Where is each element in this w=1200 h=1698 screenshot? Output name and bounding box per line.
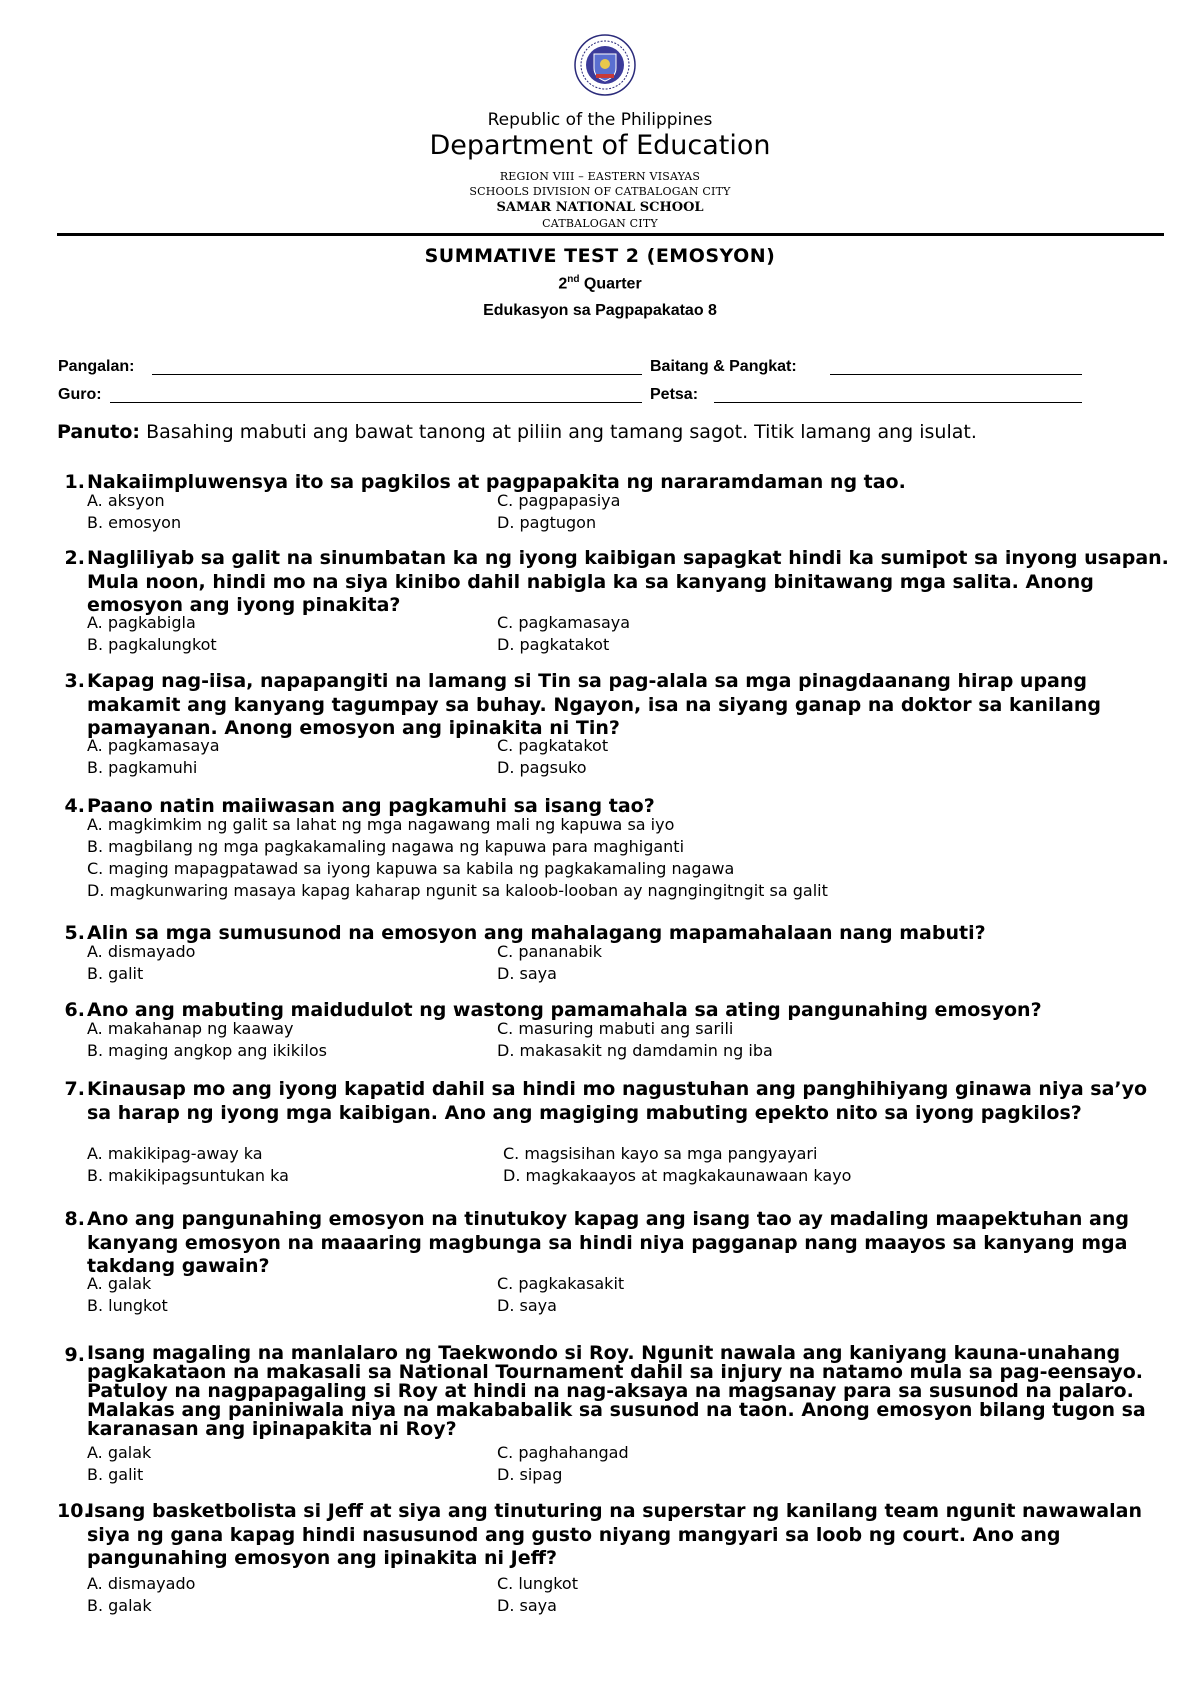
option-a[interactable]: A. pagkamasaya	[87, 736, 220, 755]
option-a[interactable]: A. magkimkim ng galit sa lahat ng mga nagawang mali ng kapuwa sa iyo	[87, 815, 675, 834]
test-title: SUMMATIVE TEST 2 (EMOSYON)	[424, 245, 776, 267]
option-a[interactable]: A. galak	[87, 1274, 152, 1293]
option-c[interactable]: C. pagpapasiya	[497, 491, 621, 510]
question-text: Kapag nag-iisa, napapangiti na lamang si Tin sa pag-alala sa mga pinagdaanang hirap upang makamit ang kanyang tagumpay sa buhay. Ngayon, isa na siyang ganap na doktor sa kanilang pamayanan. Anong emosyon ang ipinakita ni Tin?	[87, 670, 1101, 739]
question-text: Nagliliyab sa galit na sinumbatan ka ng iyong kaibigan sapagkat hindi ka sumipot sa inyong usapan. Mula noon, hindi mo na siya kinibo dahil nabigla ka sa kanyang binitawang mga salita. Anong emosyon ang iyong pinakita?	[87, 547, 1169, 616]
question-number: 10.	[57, 1500, 91, 1522]
option-d[interactable]: D. pagtugon	[497, 513, 597, 532]
grade-section-label: Baitang & Pangkat:	[650, 358, 797, 375]
department-title: Department of Education	[429, 130, 771, 161]
option-b[interactable]: B. magbilang ng mga pagkakamaling nagawa ng kapuwa para maghiganti	[87, 837, 685, 856]
subject-label: Edukasyon sa Pagpapakatao 8	[483, 302, 717, 319]
name-field[interactable]	[152, 374, 642, 375]
option-b[interactable]: B. maging angkop ang ikikilos	[87, 1041, 327, 1060]
question-number: 5.	[64, 922, 85, 944]
deped-seal-logo	[574, 34, 636, 96]
option-d[interactable]: D. saya	[497, 964, 557, 983]
option-c[interactable]: C. lungkot	[497, 1574, 578, 1593]
question-number: 6.	[64, 999, 85, 1021]
option-d[interactable]: D. makasakit ng damdamin ng iba	[497, 1041, 773, 1060]
name-label: Pangalan:	[58, 358, 135, 375]
option-a[interactable]: A. galak	[87, 1443, 152, 1462]
option-b[interactable]: B. lungkot	[87, 1296, 168, 1315]
option-c[interactable]: C. pananabik	[497, 942, 603, 961]
option-b[interactable]: B. pagkamuhi	[87, 758, 198, 777]
option-c[interactable]: C. pagkakasakit	[497, 1274, 625, 1293]
option-a[interactable]: A. dismayado	[87, 1574, 196, 1593]
option-b[interactable]: B. galak	[87, 1596, 152, 1615]
option-c[interactable]: C. magsisihan kayo sa mga pangyayari	[503, 1144, 818, 1163]
option-d[interactable]: D. saya	[497, 1296, 557, 1315]
option-d[interactable]: D. pagkatakot	[497, 635, 610, 654]
question-text: Ano ang mabuting maidudulot ng wastong pamamahala sa ating pangunahing emosyon?	[87, 999, 1042, 1021]
date-field[interactable]	[714, 402, 1082, 403]
option-b[interactable]: B. makikipagsuntukan ka	[87, 1166, 289, 1185]
option-c[interactable]: C. pagkatakot	[497, 736, 609, 755]
header-divider	[57, 233, 1164, 236]
option-c[interactable]: C. masuring mabuti ang sarili	[497, 1019, 734, 1038]
option-d[interactable]: D. magkunwaring masaya kapag kaharap ngunit sa kaloob-looban ay nagngingitngit sa galit	[87, 881, 828, 900]
instructions: Panuto: Basahing mabuti ang bawat tanong at piliin ang tamang sagot. Titik lamang ang isulat.	[57, 421, 977, 443]
question-text: Kinausap mo ang iyong kapatid dahil sa hindi mo nagustuhan ang panghihiyang ginawa niya sa’yo sa harap ng iyong mga kaibigan. Ano ang magiging mabuting epekto nito sa iyong pagkilos?	[87, 1078, 1148, 1124]
question-number: 1.	[64, 471, 85, 493]
question-text: Isang magaling na manlalaro ng Taekwondo si Roy. Ngunit nawala ang kaniyang kauna-unahang pagkakataon na makasali sa National Tournament dahil sa injury na natamo mula sa pag-eensayo. Patuloy na nagpapagaling si Roy at hindi na nag-aksaya na magsanay para sa susunod na palaro. Malakas ang paniniwala niya na makababalik sa susunod na taon. Anong emosyon bilang tugon sa karanasan ang ipinapakita ni Roy?	[87, 1342, 1146, 1440]
option-a[interactable]: A. pagkabigla	[87, 613, 196, 632]
option-c[interactable]: C. paghahangad	[497, 1443, 629, 1462]
option-a[interactable]: A. makikipag-away ka	[87, 1144, 263, 1163]
option-b[interactable]: B. galit	[87, 964, 144, 983]
date-label: Petsa:	[650, 386, 699, 403]
question-number: 3.	[64, 670, 85, 692]
option-d[interactable]: D. pagsuko	[497, 758, 587, 777]
option-d[interactable]: D. saya	[497, 1596, 557, 1615]
division-text: SCHOOLS DIVISION OF CATBALOGAN CITY	[469, 185, 731, 198]
option-c[interactable]: C. pagkamasaya	[497, 613, 631, 632]
question-text: Isang basketbolista si Jeff at siya ang tinuturing na superstar ng kanilang team ngunit nawawalan siya ng gana kapag hindi nasusunod ang gusto niyang mangyari sa loob ng court. Ano ang pangunahing emosyon ang ipinakita ni Jeff?	[87, 1500, 1142, 1569]
question-number: 9.	[64, 1344, 85, 1366]
quarter-label: 2nd Quarter	[558, 274, 642, 293]
question-number: 4.	[64, 795, 85, 817]
region-text: REGION VIII – EASTERN VISAYAS	[499, 170, 701, 183]
option-d[interactable]: D. magkakaayos at magkakaunawaan kayo	[503, 1166, 852, 1185]
republic-text: Republic of the Philippines	[487, 110, 713, 130]
question-text: Nakaiimpluwensya ito sa pagkilos at pagpapakita ng nararamdaman ng tao.	[87, 471, 906, 493]
city-text: CATBALOGAN CITY	[542, 217, 658, 230]
option-c[interactable]: C. maging mapagpatawad sa iyong kapuwa sa kabila ng pagkakamaling nagawa	[87, 859, 735, 878]
question-text: Alin sa mga sumusunod na emosyon ang mahalagang mapamahalaan nang mabuti?	[87, 922, 986, 944]
option-a[interactable]: A. dismayado	[87, 942, 196, 961]
option-a[interactable]: A. makahanap ng kaaway	[87, 1019, 294, 1038]
option-a[interactable]: A. aksyon	[87, 491, 165, 510]
school-name: SAMAR NATIONAL SCHOOL	[496, 200, 704, 215]
teacher-field[interactable]	[110, 402, 642, 403]
question-text: Paano natin maiiwasan ang pagkamuhi sa isang tao?	[87, 795, 655, 817]
option-b[interactable]: B. galit	[87, 1465, 144, 1484]
teacher-label: Guro:	[58, 386, 102, 403]
grade-section-field[interactable]	[830, 374, 1082, 375]
question-number: 7.	[64, 1078, 85, 1100]
option-d[interactable]: D. sipag	[497, 1465, 563, 1484]
question-text: Ano ang pangunahing emosyon na tinutukoy kapag ang isang tao ay madaling maapektuhan ang kanyang emosyon na maaaring magbunga sa hindi niya pagganap nang maayos sa kanyang mga takdang gawain?	[87, 1208, 1129, 1277]
option-b[interactable]: B. emosyon	[87, 513, 182, 532]
option-b[interactable]: B. pagkalungkot	[87, 635, 217, 654]
question-number: 2.	[64, 547, 85, 569]
question-number: 8.	[64, 1208, 85, 1230]
